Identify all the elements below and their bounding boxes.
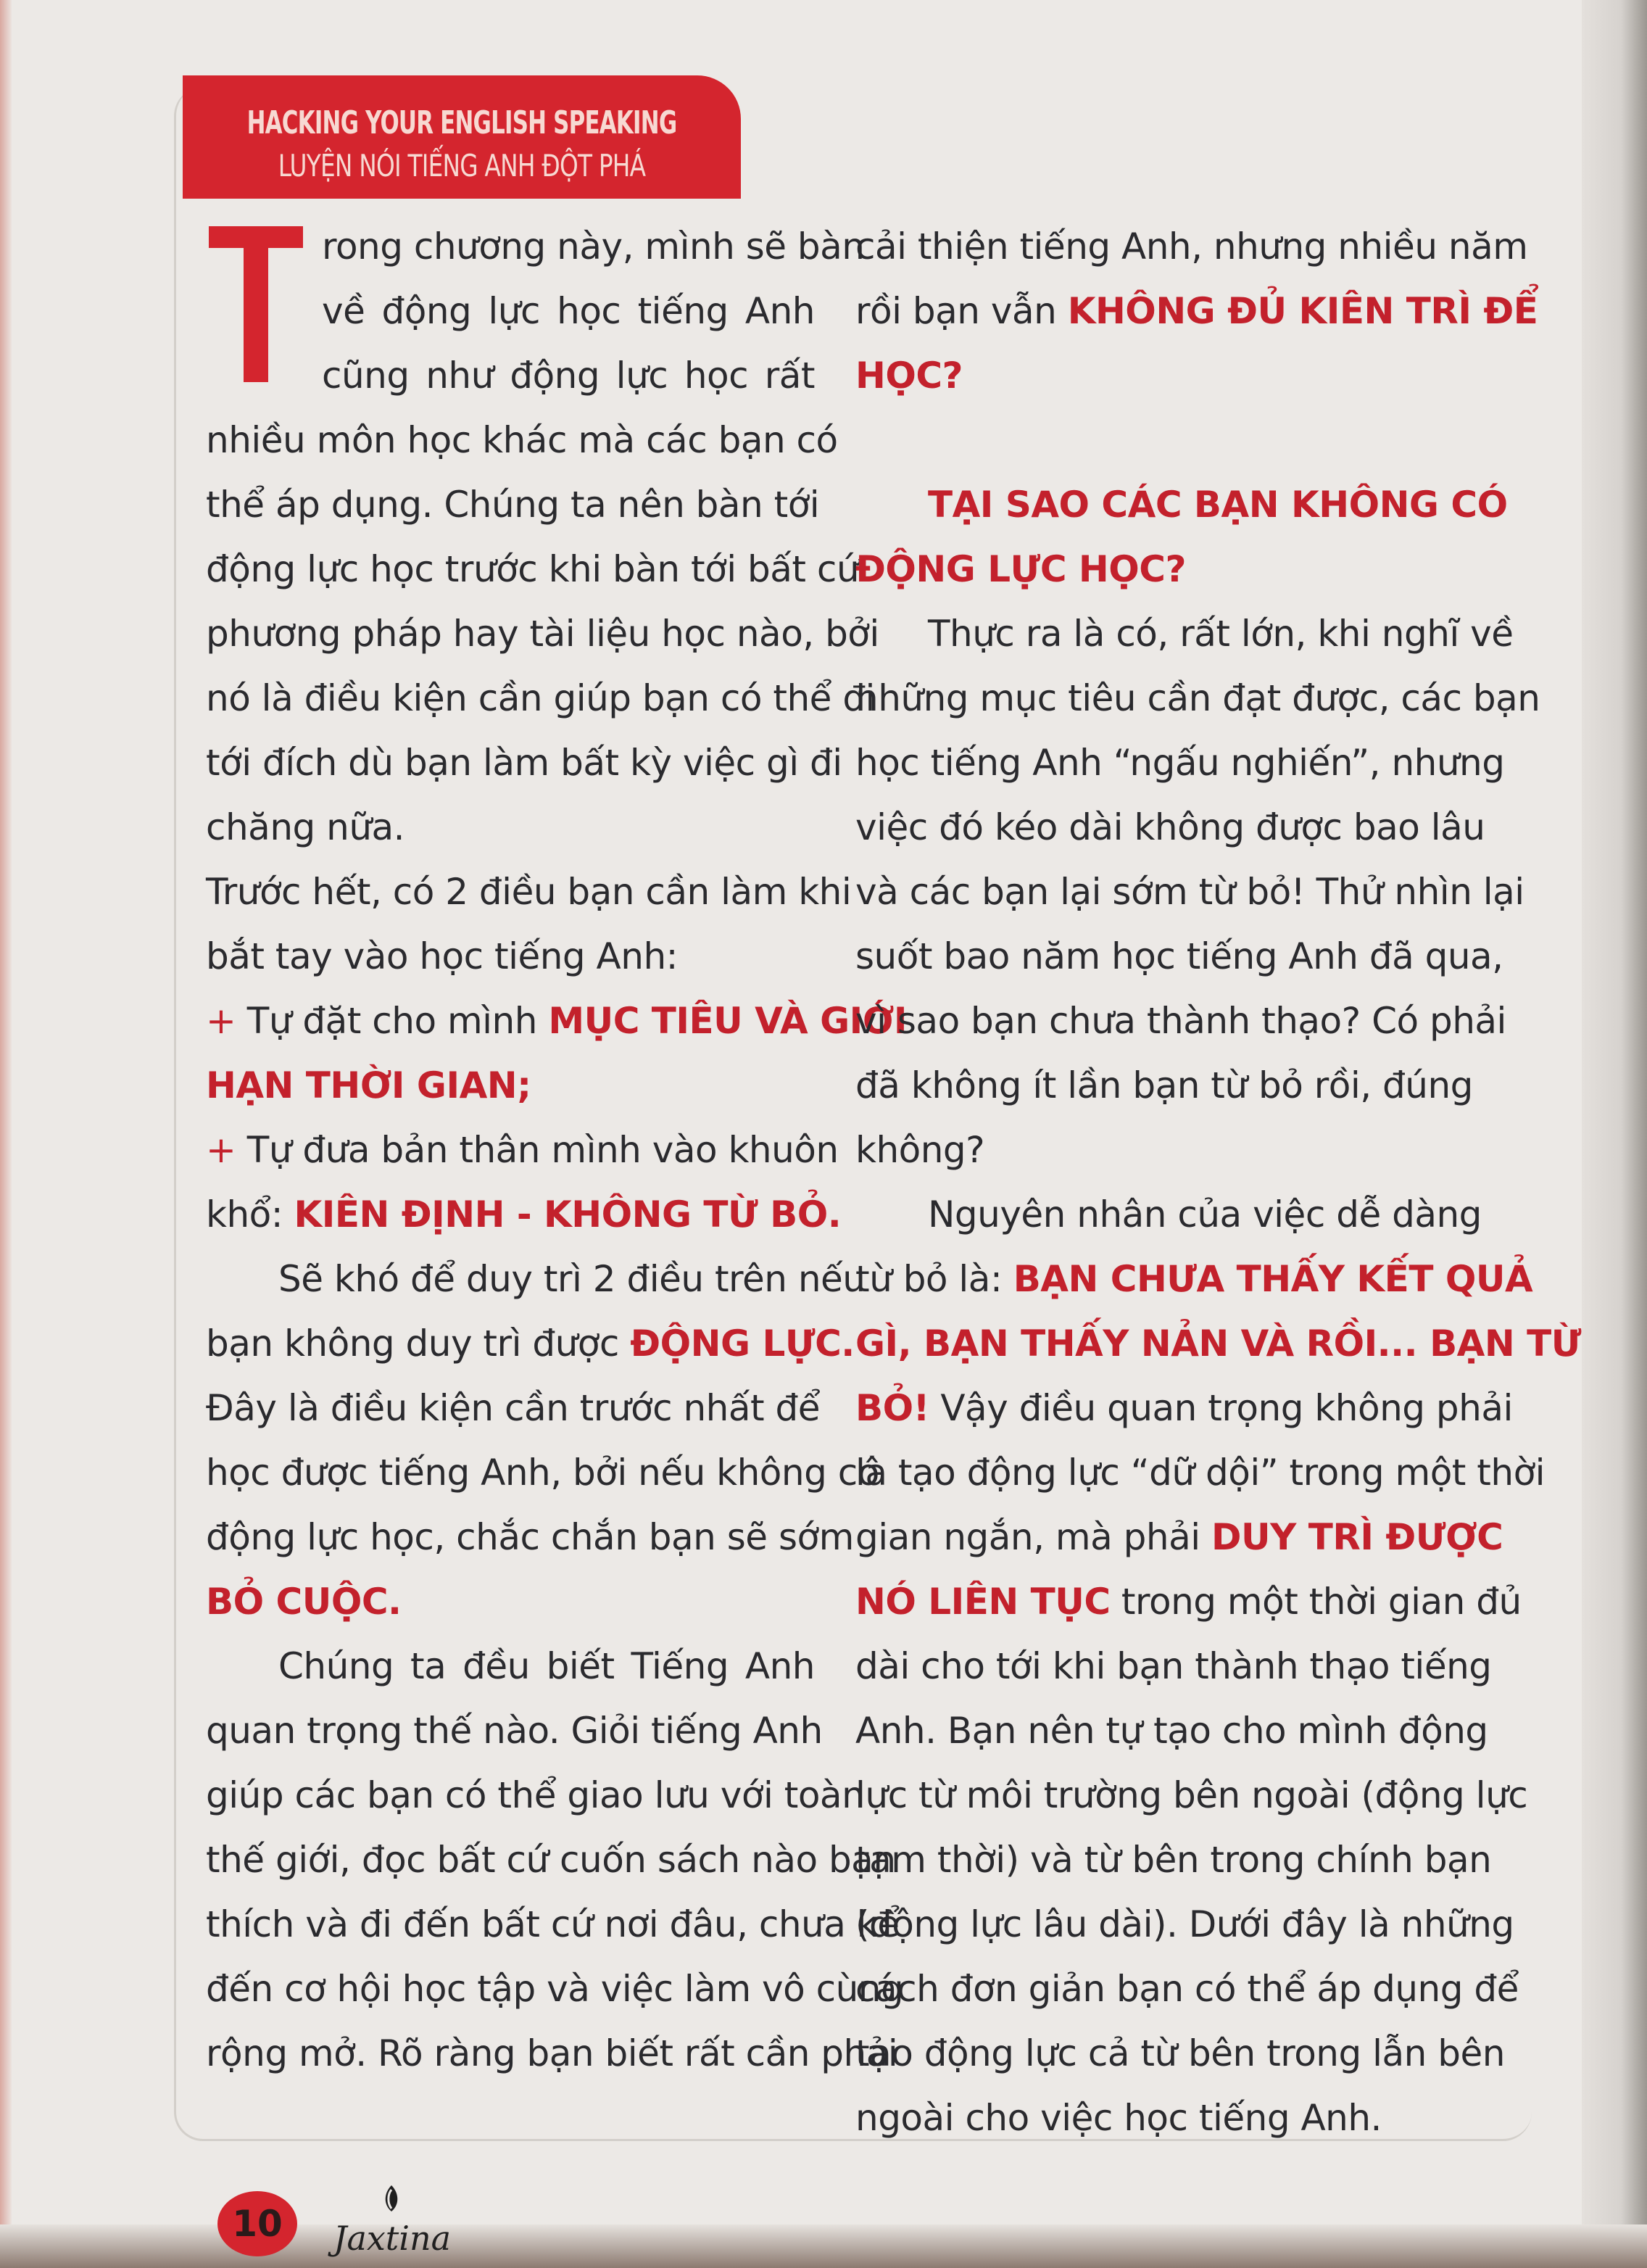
text-run: dài cho tới khi bạn thành thạo tiếng — [855, 1645, 1492, 1687]
text-line — [206, 1505, 854, 1570]
text-line — [855, 1312, 1582, 1376]
text-run: thích và đi đến bất cứ nơi đâu, chưa kể — [206, 1903, 900, 1945]
text-run: suốt bao năm học tiếng Anh đã qua, — [855, 935, 1503, 977]
text-line — [855, 1892, 1514, 1957]
text-line — [855, 1634, 1492, 1699]
text-run: Chúng ta đều biết Tiếng Anh — [278, 1645, 815, 1687]
text-line — [206, 1312, 855, 1376]
highlight-text: BẠN CHƯA THẤY KẾT QUẢ — [1013, 1258, 1533, 1300]
text-line — [206, 1376, 821, 1441]
text-line — [855, 408, 1472, 473]
text-line — [206, 344, 815, 408]
text-run: (động lực lâu dài). Dưới đây là những — [855, 1903, 1514, 1945]
text-line — [206, 1183, 842, 1247]
text-run: cũng như động lực học rất — [322, 355, 815, 397]
text-run: Trước hết, có 2 điều bạn cần làm khi — [206, 871, 852, 913]
text-line — [855, 1570, 1522, 1634]
text-line — [206, 1699, 823, 1763]
text-run: nó là điều kiện cần giúp bạn có thể đi — [206, 677, 875, 719]
publisher-logo: Jaxtina — [333, 2219, 452, 2258]
highlight-text: DUY TRÌ ĐƯỢC — [1211, 1516, 1503, 1558]
bullet-plus: + — [206, 1000, 247, 1042]
text-line — [206, 408, 838, 473]
text-run: rong chương này, mình sẽ bàn — [322, 225, 865, 268]
text-run: Sẽ khó để duy trì 2 điều trên nếu — [278, 1258, 866, 1300]
text-line — [855, 602, 1514, 666]
text-run: động lực học trước khi bàn tới bất cứ — [206, 548, 860, 590]
text-run: tạo động lực cả từ bên trong lẫn bên — [855, 2032, 1505, 2074]
text-line — [206, 1247, 866, 1312]
highlight-text: KHÔNG ĐỦ KIÊN TRÌ ĐỂ — [1067, 290, 1538, 332]
text-line — [206, 1957, 904, 2021]
text-run: lực từ môi trường bên ngoài (động lực — [855, 1774, 1528, 1816]
text-line — [855, 989, 1506, 1054]
text-run: đến cơ hội học tập và việc làm vô cùng — [206, 1968, 904, 2010]
text-run: rộng mở. Rõ ràng bạn biết rất cần phải — [206, 2032, 898, 2074]
text-run: Anh. Bạn nên tự tạo cho mình động — [855, 1710, 1488, 1752]
text-line — [206, 1634, 815, 1699]
text-run: chăng nữa. — [206, 806, 405, 848]
text-line — [206, 1828, 896, 1892]
text-line — [206, 989, 908, 1054]
text-run: những mục tiêu cần đạt được, các bạn — [855, 677, 1540, 719]
text-line — [206, 666, 875, 731]
text-run: Đây là điều kiện cần trước nhất để — [206, 1387, 821, 1429]
text-line — [206, 215, 865, 279]
highlight-text: BỎ CUỘC. — [206, 1581, 402, 1623]
text-line — [855, 1118, 1472, 1183]
text-run: bạn không duy trì được — [206, 1323, 631, 1365]
text-line — [855, 1957, 1519, 2021]
text-run: cải thiện tiếng Anh, nhưng nhiều năm — [855, 225, 1528, 268]
text-line — [855, 1376, 1513, 1441]
highlight-text: HẠN THỜI GIAN; — [206, 1064, 531, 1106]
text-run: quan trọng thế nào. Giỏi tiếng Anh — [206, 1710, 823, 1752]
text-run: giúp các bạn có thể giao lưu với toàn — [206, 1774, 865, 1816]
text-line — [206, 1763, 865, 1828]
text-run: từ bỏ là: — [855, 1258, 1013, 1300]
right-column — [855, 215, 1582, 2151]
text-run: Tự đặt cho mình — [246, 1000, 549, 1042]
page-number: 10 — [217, 2191, 297, 2256]
text-line — [206, 1441, 879, 1505]
text-run: phương pháp hay tài liệu học nào, bởi — [206, 613, 879, 655]
text-run: đã không ít lần bạn từ bỏ rồi, đúng — [855, 1064, 1473, 1106]
text-line — [855, 924, 1503, 989]
text-run: gian ngắn, mà phải — [855, 1516, 1211, 1558]
text-run: về động lực học tiếng Anh — [322, 290, 815, 332]
text-run: là tạo động lực “dữ dội” trong một thời — [855, 1452, 1546, 1494]
text-line — [206, 537, 860, 602]
text-run: trong một thời gian đủ — [1110, 1581, 1522, 1623]
text-line — [206, 2021, 898, 2086]
text-line — [855, 2021, 1505, 2086]
text-line — [206, 924, 815, 989]
text-line — [855, 1763, 1528, 1828]
text-line — [855, 1699, 1488, 1763]
text-run: Tự đưa bản thân mình vào khuôn — [246, 1129, 839, 1171]
highlight-text: MỤC TIÊU VÀ GIỚI — [548, 1000, 908, 1042]
text-run: nhiều môn học khác mà các bạn có — [206, 419, 838, 461]
text-line — [206, 1054, 815, 1118]
text-line — [855, 1441, 1546, 1505]
text-run: ngoài cho việc học tiếng Anh. — [855, 2097, 1382, 2139]
text-line — [206, 602, 879, 666]
left-column — [206, 215, 908, 2086]
text-line — [206, 279, 815, 344]
text-line — [855, 666, 1540, 731]
text-line — [206, 860, 852, 924]
text-line — [855, 1054, 1472, 1118]
highlight-text: HỌC? — [855, 355, 963, 397]
text-run: Thực ra là có, rất lớn, khi nghĩ về — [928, 613, 1514, 655]
bullet-plus: + — [206, 1129, 247, 1171]
text-line — [855, 537, 1472, 602]
highlight-text: ĐỘNG LỰC HỌC? — [855, 548, 1186, 590]
highlight-text: KIÊN ĐỊNH - KHÔNG TỪ BỎ. — [294, 1193, 842, 1236]
highlight-text: TẠI SAO CÁC BẠN KHÔNG CÓ — [928, 484, 1508, 526]
text-line — [855, 795, 1485, 860]
text-line — [855, 1183, 1482, 1247]
text-line — [855, 2086, 1472, 2151]
page-edge-left — [0, 0, 12, 2268]
text-line — [855, 344, 1472, 408]
text-run: học được tiếng Anh, bởi nếu không có — [206, 1452, 879, 1494]
text-run: rồi bạn vẫn — [855, 290, 1068, 332]
text-line — [206, 731, 842, 795]
publisher-logo-icon — [377, 2184, 406, 2213]
text-run: cách đơn giản bạn có thể áp dụng để — [855, 1968, 1519, 2010]
text-run: học tiếng Anh “ngấu nghiến”, nhưng — [855, 742, 1505, 784]
text-run: thế giới, đọc bất cứ cuốn sách nào bạn — [206, 1839, 896, 1881]
text-line — [855, 473, 1508, 537]
text-run: việc đó kéo dài không được bao lâu — [855, 806, 1485, 848]
text-line — [855, 1828, 1492, 1892]
text-run: thể áp dụng. Chúng ta nên bàn tới — [206, 484, 820, 526]
text-line — [855, 1247, 1533, 1312]
text-line — [855, 731, 1505, 795]
text-run: tạm thời) và từ bên trong chính bạn — [855, 1839, 1492, 1881]
highlight-text: NÓ LIÊN TỤC — [855, 1581, 1111, 1623]
text-line — [206, 795, 815, 860]
text-line — [206, 1570, 815, 1634]
text-line — [206, 1118, 839, 1183]
page-edge-right — [1582, 0, 1647, 2268]
text-line — [855, 279, 1538, 344]
text-run: khổ: — [206, 1193, 294, 1236]
text-run: Nguyên nhân của việc dễ dàng — [928, 1193, 1482, 1236]
text-line — [855, 1505, 1503, 1570]
highlight-text: ĐỘNG LỰC. — [630, 1323, 855, 1365]
text-line — [206, 473, 820, 537]
text-run: động lực học, chắc chắn bạn sẽ sớm — [206, 1516, 854, 1558]
header-banner — [183, 75, 741, 199]
highlight-text: GÌ, BẠN THẤY NẢN VÀ RỒI... BẠN TỪ — [855, 1323, 1582, 1365]
text-run: không? — [855, 1129, 985, 1171]
text-line — [855, 215, 1528, 279]
text-run: và các bạn lại sớm từ bỏ! Thử nhìn lại — [855, 871, 1524, 913]
highlight-text: BỎ! — [855, 1387, 929, 1429]
text-run: vì sao bạn chưa thành thạo? Có phải — [855, 1000, 1506, 1042]
book-subtitle: LUYỆN NÓI TIẾNG ANH ĐỘT PHÁ — [278, 148, 646, 183]
text-line — [855, 860, 1524, 924]
book-title: HACKING YOUR ENGLISH SPEAKING — [246, 104, 677, 141]
text-run: tới đích dù bạn làm bất kỳ việc gì đi — [206, 742, 842, 784]
text-line — [206, 1892, 900, 1957]
text-run: Vậy điều quan trọng không phải — [929, 1387, 1513, 1429]
text-run: bắt tay vào học tiếng Anh: — [206, 935, 678, 977]
